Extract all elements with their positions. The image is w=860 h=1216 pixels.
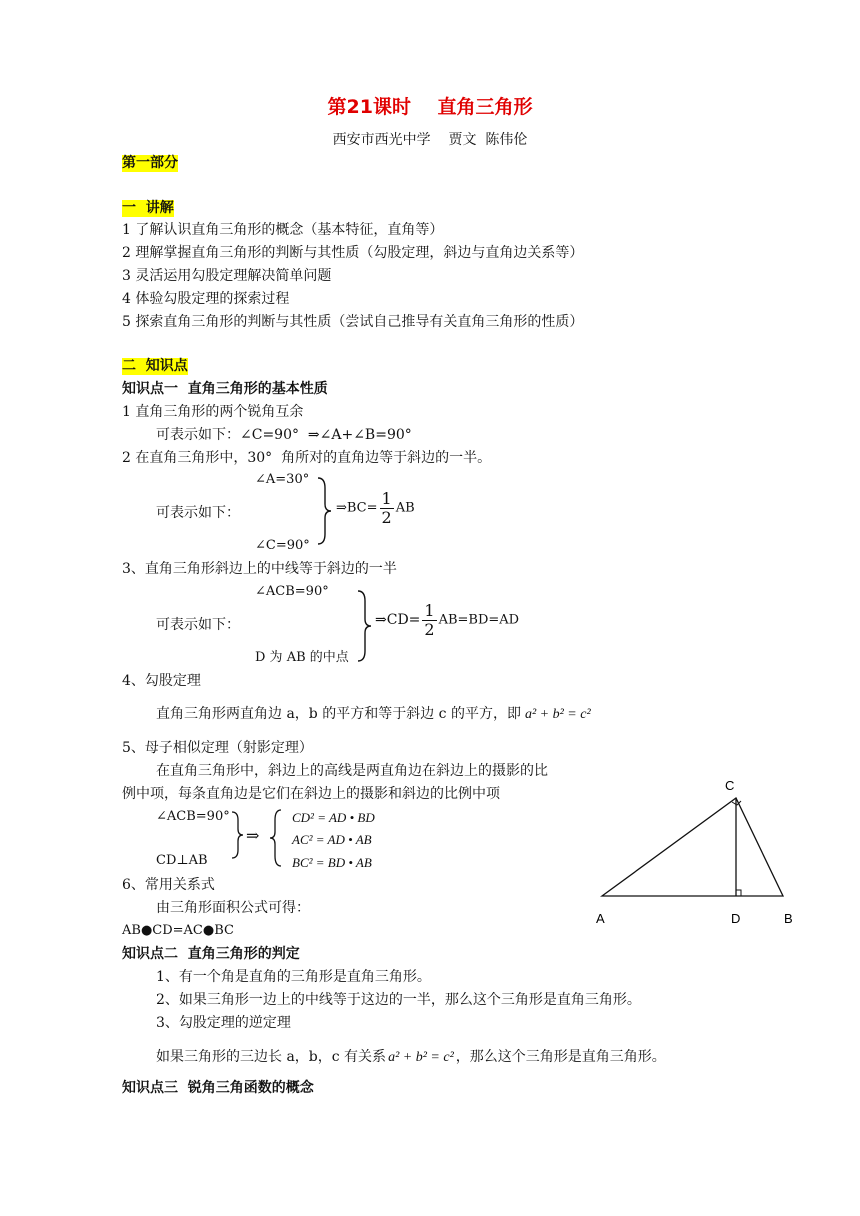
p5-result-2: AC² = AD • AB — [292, 832, 372, 847]
authors: 西安市西光中学 贾文 陈伟伦 — [332, 132, 528, 148]
property-5: 5、母子相似定理（射影定理） — [122, 740, 313, 756]
triangle-figure — [592, 772, 802, 932]
p2-result: ⇒BC= $\frac{1}{2}$ AB — [336, 489, 415, 527]
p2-label: 可表示如下： — [156, 505, 240, 521]
p5-brace-right-icon — [268, 808, 284, 868]
k2-item: 1、有一个角是直角的三角形是直角三角形。 — [156, 969, 431, 985]
p3-label: 可表示如下： — [156, 617, 240, 633]
knowledge-heading: 二 知识点 — [122, 358, 188, 374]
property-3: 3、直角三角形斜边上的中线等于斜边的一半 — [122, 561, 397, 577]
k1-title: 知识点一 直角三角形的基本性质 — [122, 381, 328, 397]
right-angle-mark-d — [736, 890, 741, 896]
p3-condition-2: D 为 AB 的中点 — [255, 650, 349, 665]
p5-result-1: CD² = AD • BD — [292, 810, 375, 825]
k2-title: 知识点二 直角三角形的判定 — [122, 946, 300, 962]
property-1-expr: 可表示如下：∠C=90° ⇒∠A+∠B=90° — [156, 427, 412, 443]
p3-condition-1: ∠ACB=90° — [255, 584, 329, 599]
p6-text: 由三角形面积公式可得： — [156, 900, 310, 916]
p5-brace-left-icon — [228, 810, 246, 860]
p5-condition-2: CD⊥AB — [156, 853, 208, 868]
p5-text-1: 在直角三角形中，斜边上的高线是两直角边在斜边上的摄影的比 — [156, 763, 548, 779]
part-heading: 第一部分 — [122, 155, 178, 171]
property-1: 1 直角三角形的两个锐角互余 — [122, 404, 304, 420]
k2-item: 2、如果三角形一边上的中线等于这边的一半，那么这个三角形是直角三角形。 — [156, 992, 641, 1008]
property-4: 4、勾股定理 — [122, 673, 201, 689]
converse-formula: a² + b² = c² — [388, 1050, 454, 1065]
triangle-abc — [602, 798, 783, 896]
lecture-item: 4 体验勾股定理的探索过程 — [122, 291, 290, 307]
label-a: A — [596, 911, 605, 926]
pythagoras-text: 直角三角形两直角边 a，b 的平方和等于斜边 c 的平方，即 a² + b² = c² — [156, 706, 591, 722]
k3-title: 知识点三 锐角三角函数的概念 — [122, 1080, 314, 1096]
page-title: 第21课时 直角三角形 — [327, 96, 533, 118]
label-c: C — [725, 778, 735, 793]
converse-text: 如果三角形的三边长 a，b，c 有关系 a² + b² = c² ，那么这个三角形是直角三角形。 — [156, 1049, 666, 1065]
p5-condition-1: ∠ACB=90° — [156, 809, 230, 824]
p3-result: ⇒CD= $\frac{1}{2}$ AB=BD=AD — [375, 601, 520, 639]
p5-text-2: 例中项，每条直角边是它们在斜边上的摄影和斜边的比例中项 — [122, 786, 500, 802]
pythagoras-formula: a² + b² = c² — [524, 707, 591, 722]
label-d: D — [731, 911, 741, 926]
p5-arrow: ⇒ — [246, 826, 260, 845]
p2-condition-1: ∠A=30° — [255, 472, 310, 487]
label-b: B — [784, 911, 793, 926]
lecture-item: 3 灵活运用勾股定理解决简单问题 — [122, 268, 332, 284]
p6-formula: AB●CD=AC●BC — [122, 923, 234, 938]
property-2: 2 在直角三角形中，30° 角所对的直角边等于斜边的一半。 — [122, 450, 492, 466]
p3-brace-icon — [354, 589, 374, 663]
property-6: 6、常用关系式 — [122, 877, 215, 893]
lecture-item: 2 理解掌握直角三角形的判断与其性质（勾股定理，斜边与直角边关系等） — [122, 245, 584, 261]
p2-condition-2: ∠C=90° — [255, 538, 310, 553]
p2-brace-icon — [314, 476, 334, 546]
lecture-item: 5 探索直角三角形的判断与其性质（尝试自己推导有关直角三角形的性质） — [122, 314, 584, 330]
p5-result-3: BC² = BD • AB — [292, 855, 372, 870]
lecture-item: 1 了解认识直角三角形的概念（基本特征，直角等） — [122, 222, 444, 238]
lecture-heading: 一 讲解 — [122, 200, 174, 216]
k2-item: 3、勾股定理的逆定理 — [156, 1015, 291, 1031]
